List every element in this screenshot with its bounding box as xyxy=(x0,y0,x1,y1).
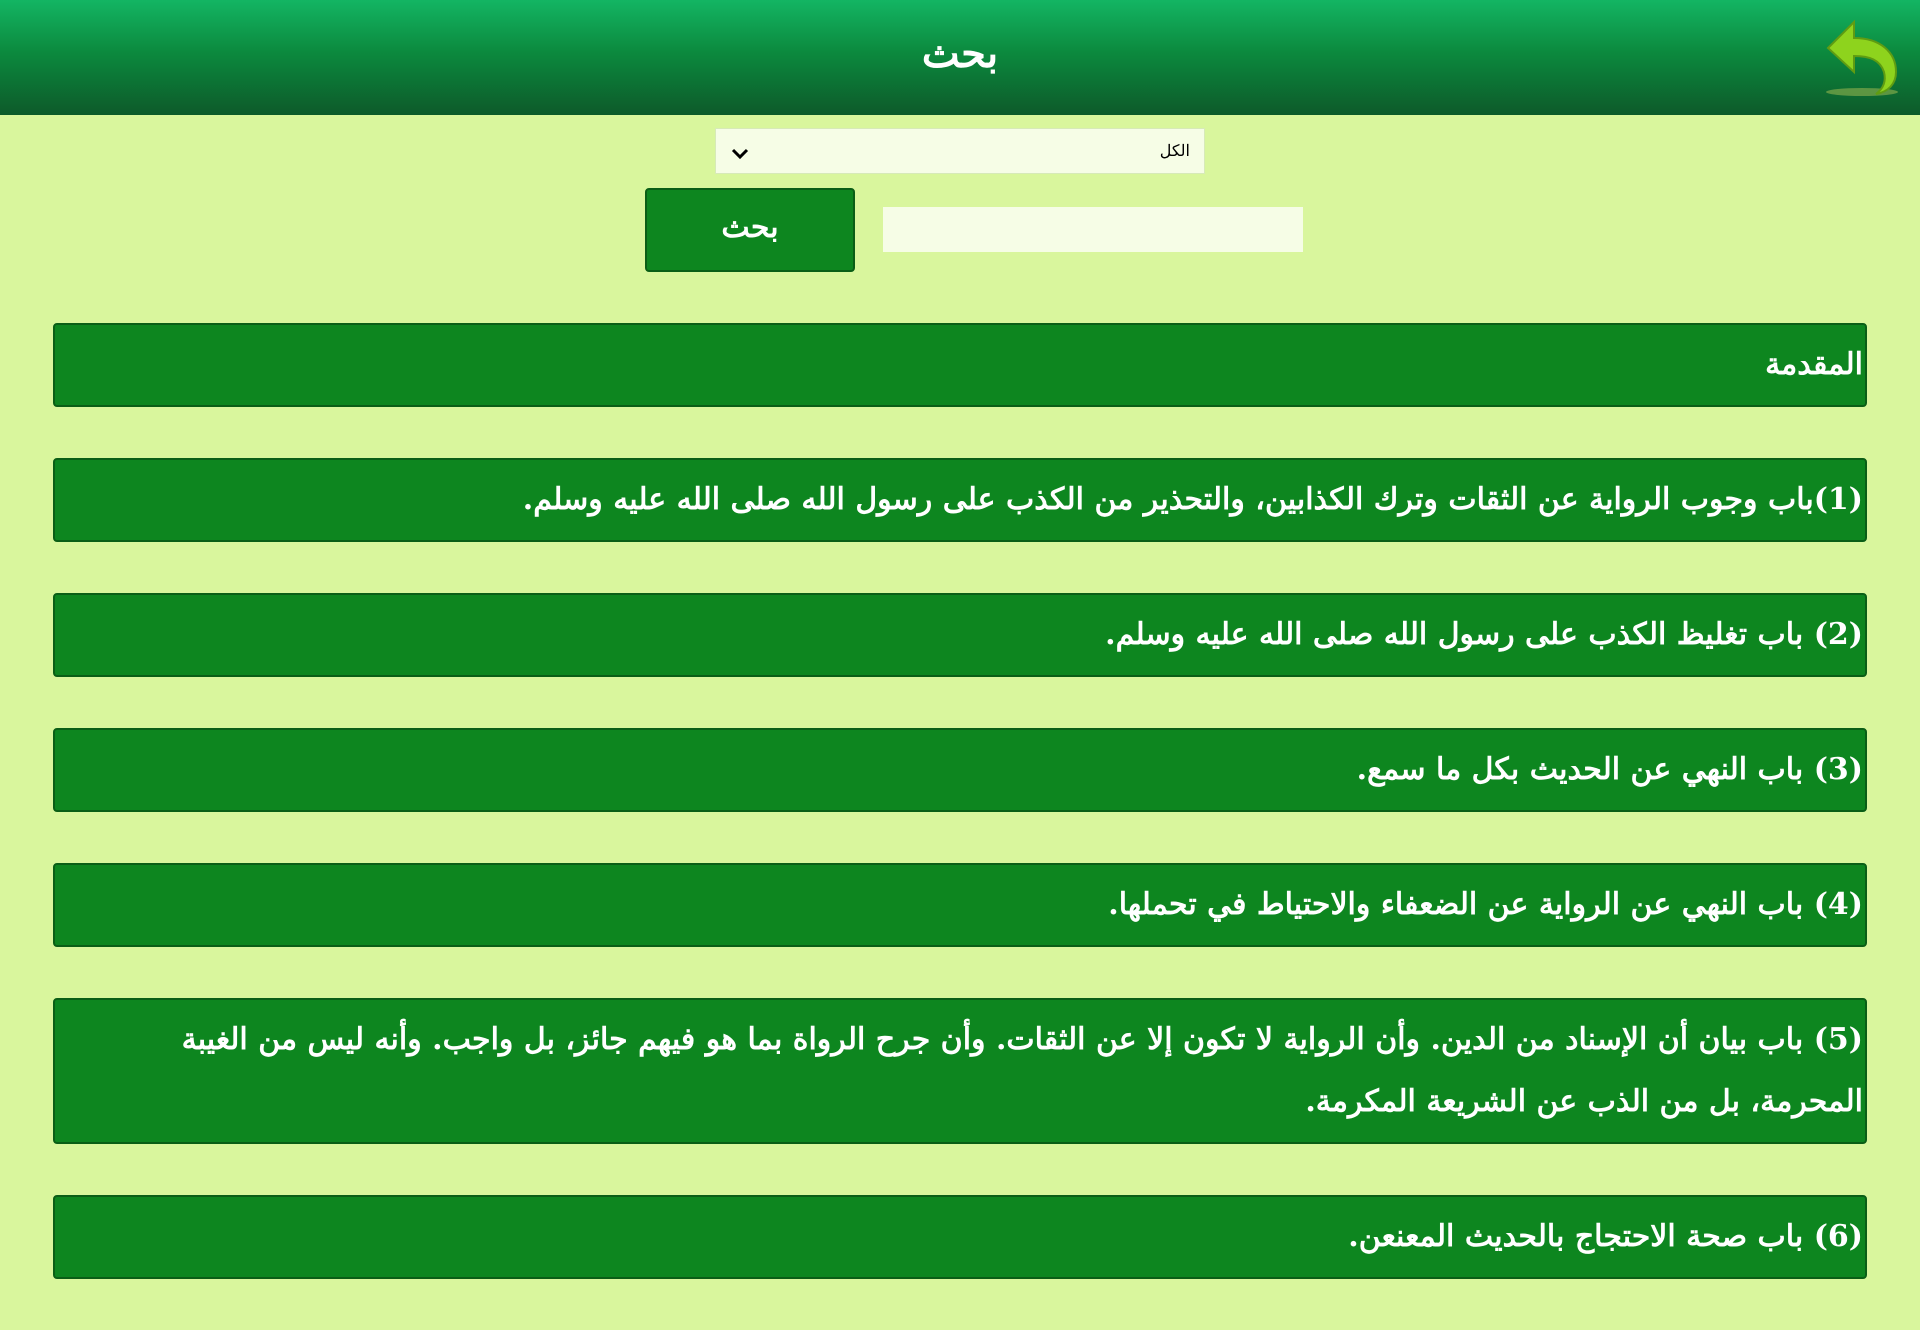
list-item[interactable]: (6) باب صحة الاحتجاج بالحديث المعنعن. xyxy=(53,1195,1867,1279)
list-item[interactable]: (3) باب النهي عن الحديث بكل ما سمع. xyxy=(53,728,1867,812)
back-arrow-icon xyxy=(1810,12,1900,102)
search-input[interactable] xyxy=(883,207,1303,252)
search-button[interactable]: بحث xyxy=(645,188,855,272)
header-bar xyxy=(0,0,1920,115)
chapter-list xyxy=(53,323,1867,1330)
category-select[interactable] xyxy=(715,128,1205,174)
page-title: بحث xyxy=(921,30,999,77)
list-item[interactable]: (4) باب النهي عن الرواية عن الضعفاء والاحتياط في تحملها. xyxy=(53,863,1867,947)
list-item[interactable]: المقدمة xyxy=(53,323,1867,407)
list-item[interactable]: (2) باب تغليظ الكذب على رسول الله صلى الله عليه وسلم. xyxy=(53,593,1867,677)
back-button[interactable] xyxy=(1810,12,1900,102)
list-item[interactable]: (1)باب وجوب الرواية عن الثقات وترك الكذابين، والتحذير من الكذب على رسول الله صلى الله عليه وسلم. xyxy=(53,458,1867,542)
chevron-down-icon xyxy=(728,141,752,165)
category-select-value: الكل xyxy=(1159,141,1190,160)
list-item[interactable]: (5) باب بيان أن الإسناد من الدين. وأن الرواية لا تكون إلا عن الثقات. وأن جرح الرواة بما هو فيهم جائز، بل واجب. وأنه ليس من الغيبة المحرمة، بل من الذب عن الشريعة المكرمة. xyxy=(53,998,1867,1144)
